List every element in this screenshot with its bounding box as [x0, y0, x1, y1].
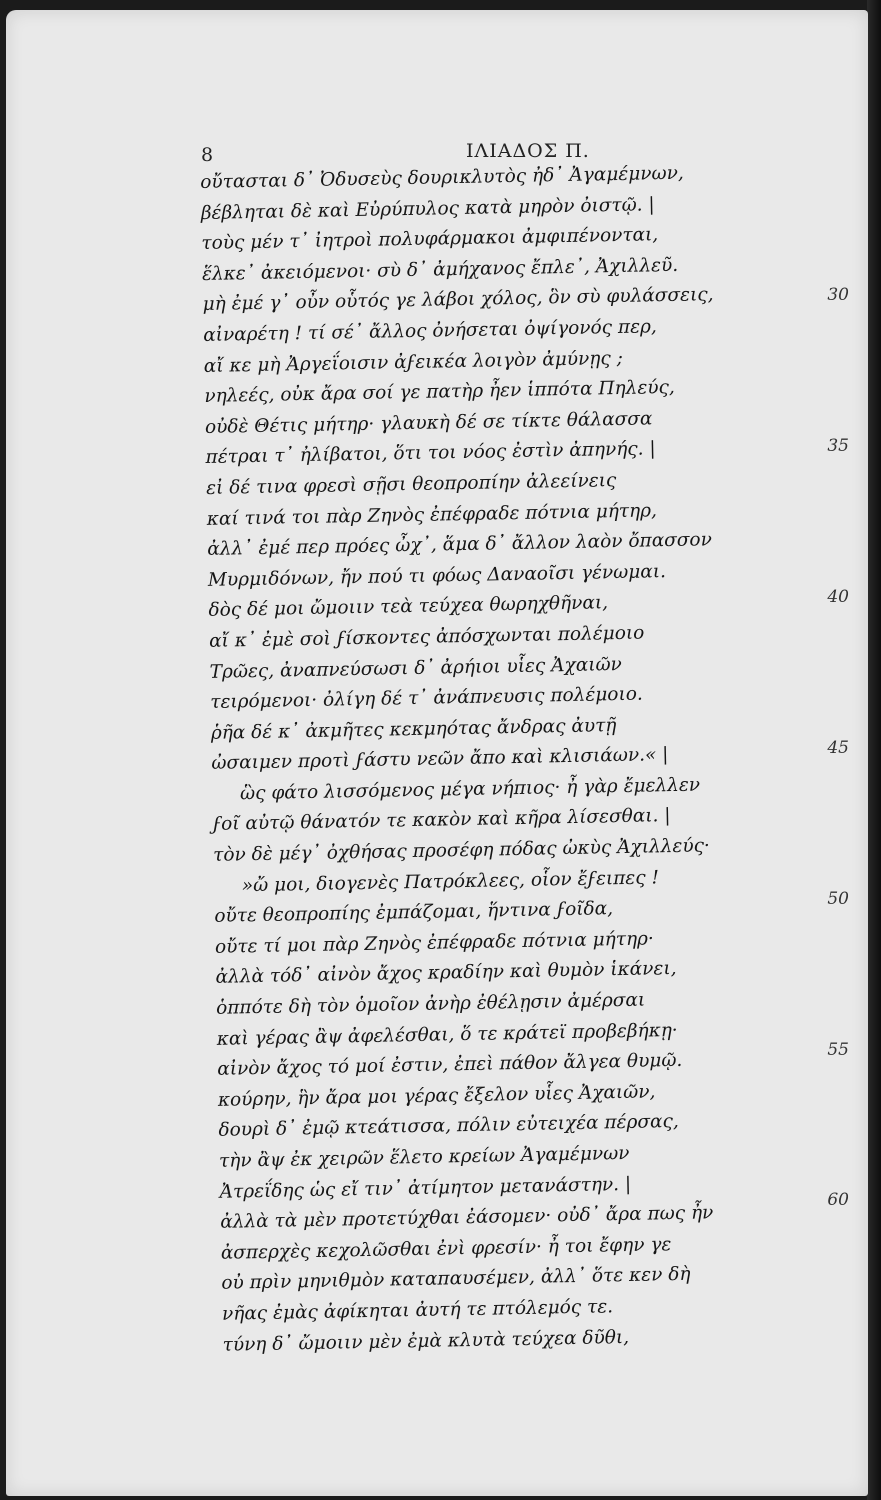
verse-line: ἀλλὰ τὰ μὲν προτετύχθαι ἐάσομεν· οὐδ᾽ ἄρα πως ἦν	[220, 1202, 714, 1233]
line-number: 40	[827, 587, 849, 607]
verse-line: ἕλκε᾽ ἀκειόμενοι· σὺ δ᾽ ἀμήχανος ἔπλε᾽, Ἀχιλλεῦ.	[201, 254, 679, 285]
verse-line: αἴ κ᾽ ἐμὲ σοὶ ϝίσκοντες ἀπόσχωνται πολέμοιο	[208, 622, 645, 652]
line-number: 45	[827, 738, 849, 758]
verse-line: νηλεές, οὐκ ἄρα σοί γε πατὴρ ἦεν ἱππότα Πηλεύς,	[204, 377, 675, 408]
line-number: 50	[827, 889, 849, 909]
verse-line: ἀσπερχὲς κεχολῶσθαι ἐνὶ φρεσίν· ἦ τοι ἔφην γε	[220, 1233, 672, 1264]
verse-line: αἰναρέτη ! τί σέ᾽ ἄλλος ὀνήσεται ὀψίγονός περ,	[203, 316, 657, 346]
verse-line: τὸν δὲ μέγ᾽ ὀχθήσας προσέφη πόδας ὠκὺς Ἀχιλλεύς·	[212, 835, 711, 866]
verse-line: οὔτε τί μοι πὰρ Ζηνὸς ἐπέφραδε πότνια μήτηρ·	[214, 928, 655, 958]
verse-line: βέβληται δὲ καὶ Εὐρύπυλος κατὰ μηρὸν ὀιστῷ. |	[200, 193, 655, 224]
line-number: 55	[827, 1040, 849, 1060]
facing-page-edge	[867, 0, 881, 1500]
verse-line: Τρῶες, ἀναπνεύσωσι δ᾽ ἀρήιοι υἷες Ἀχαιῶν	[209, 653, 623, 683]
verse-line: τὴν ἂψ ἐκ χειρῶν ἕλετο κρείων Ἀγαμέμνων	[218, 1142, 630, 1172]
verse-line: αἰνὸν ἄχος τό μοί ἐστιν, ἐπεὶ πάθον ἄλγεα θυμῷ.	[217, 1050, 683, 1081]
verse-line: καὶ γέρας ἂψ ἀφελέσθαι, ὅ τε κράτεϊ προβεβήκῃ·	[216, 1019, 678, 1050]
verse-line: τύνη δ᾽ ὤμοιιν μὲν ἐμὰ κλυτὰ τεύχεα δῦθι,	[222, 1326, 630, 1356]
verse-line: ῥῆα δέ κ᾽ ἀκμῆτες κεκμηότας ἄνδρας ἀυτῇ	[210, 714, 617, 744]
verse-line: καί τινά τοι πὰρ Ζηνὸς ἐπέφραδε πότνια μήτηρ,	[206, 499, 658, 530]
line-number: 60	[827, 1190, 849, 1210]
verse-line: αἴ κε μὴ Ἀργεΐοισιν ἀϝεικέα λοιγὸν ἀμύνῃς ;	[203, 347, 624, 377]
line-number: 30	[827, 285, 849, 305]
verse-line: κούρην, ἣν ἄρα μοι γέρας ἔξελον υἷες Ἀχαιῶν,	[217, 1081, 656, 1111]
verse-line: μὴ ἐμέ γ᾽ οὖν οὗτός γε λάβοι χόλος, ὃν σὺ φυλάσσεις,	[202, 284, 714, 316]
verse-line: Ἀτρεΐδης ὡς εἴ τιν᾽ ἀτίμητον μετανάστην. |	[219, 1173, 632, 1203]
verse-line: εἰ δέ τινα φρεσὶ σῇσι θεοπροπίην ἀλεείνεις	[205, 470, 617, 499]
verse-line: »ὤ μοι, διογενὲς Πατρόκλεες, οἷον ἔϝειπες !	[241, 866, 660, 896]
verse-line: τειρόμενοι· ὀλίγη δέ τ᾽ ἀνάπνευσις πολέμοιο.	[210, 683, 643, 713]
running-title: ΙΛΙΑΔΟΣ Π.	[466, 140, 590, 162]
verse-line: τοὺς μέν τ᾽ ἰητροὶ πολυφάρμακοι ἀμφιπένονται,	[201, 224, 659, 255]
verse-line: οὐ πρὶν μηνιθμὸν καταπαυσέμεν, ἀλλ᾽ ὅτε κεν δὴ	[221, 1264, 691, 1295]
verse-line: πέτραι τ᾽ ἠλίβατοι, ὅτι τοι νόος ἐστὶν ἀπηνής. |	[205, 438, 656, 469]
verse-line: Μυρμιδόνων, ἤν πού τι φόως Δαναοῖσι γένωμαι.	[207, 560, 667, 591]
line-number: 35	[827, 436, 849, 456]
verse-line: ὣς φάτο λισσόμενος μέγα νήπιος· ἦ γὰρ ἔμελλεν	[239, 774, 701, 805]
verse-line: οὔτε θεοπροπίης ἐμπάζομαι, ἥντινα ϝοῖδα,	[214, 898, 614, 928]
verse-line: ὁππότε δὴ τὸν ὁμοῖον ἀνὴρ ἐθέλῃσιν ἀμέρσαι	[215, 989, 646, 1019]
verse-line: ἀλλ᾽ ἐμέ περ πρόες ὦχ᾽, ἅμα δ᾽ ἄλλον λαὸν ὄπασσον	[207, 529, 713, 561]
verse-line: οὔτασται δ᾽ Ὀδυσεὺς δουρικλυτὸς ἠδ᾽ Ἀγαμέμνων,	[200, 162, 684, 193]
verse-line: δὸς δέ μοι ὤμοιιν τεὰ τεύχεα θωρηχθῆναι,	[208, 592, 609, 622]
page-number: 8	[201, 144, 214, 166]
verse-line: ἀλλὰ τόδ᾽ αἰνὸν ἄχος κραδίην καὶ θυμὸν ἱκάνει,	[215, 958, 677, 989]
verse-line: ϝοῖ αὐτῷ θάνατόν τε κακὸν καὶ κῆρα λίσεσθαι. |	[212, 805, 671, 836]
verse-line: δουρὶ δ᾽ ἐμῷ κτεάτισσα, πόλιν εὐτειχέα πέρσας,	[218, 1111, 679, 1142]
verse-line: οὐδὲ Θέτις μήτηρ· γλαυκὴ δέ σε τίκτε θάλασσα	[204, 408, 653, 438]
verse-block	[200, 157, 803, 1361]
verse-line: νῆας ἐμὰς ἀφίκηται ἀυτή τε πτόλεμός τε.	[221, 1296, 614, 1325]
verse-line: ὠσαιμεν προτὶ ϝάστυ νεῶν ἄπο καὶ κλισιάων.« |	[211, 744, 669, 775]
